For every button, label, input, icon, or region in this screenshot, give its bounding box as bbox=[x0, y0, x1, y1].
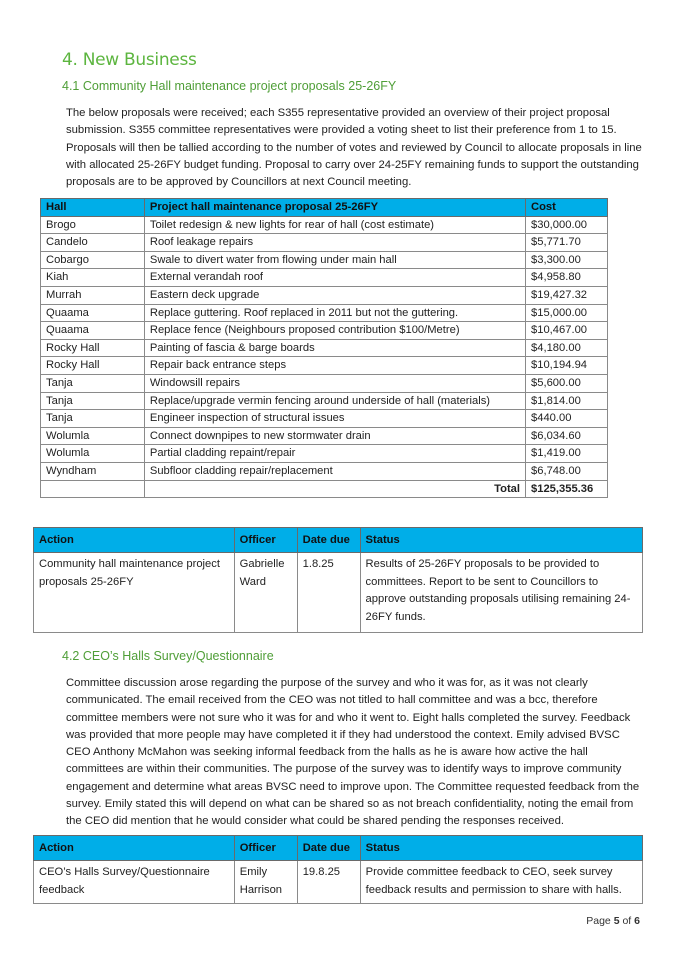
cost-cell: $10,467.00 bbox=[526, 322, 608, 340]
proposal-cell: Windowsill repairs bbox=[144, 374, 525, 392]
proposals-paragraph: The below proposals were received; each S355 representative provided an overview of their project proposal submission. S355 committee representatives were provided a voting sheet to list their preference from 1 to 15. Proposals will then be tallied according to the number of votes and reviewed by Council to allocate proposals in line with allocated 25-26FY budget funding. Proposal to carry over 24-25FY remaining funds to support the outstanding proposals are to be approved by Councillors at next Council meeting. bbox=[66, 107, 642, 189]
action-cell: Community hall maintenance project proposals 25-26FY bbox=[34, 553, 235, 633]
proposal-cell: Replace guttering. Roof replaced in 2011 but not the guttering. bbox=[144, 304, 525, 322]
hall-cell: Wyndham bbox=[41, 462, 145, 480]
cost-cell: $5,771.70 bbox=[526, 234, 608, 252]
proposal-cell: Toilet redesign & new lights for rear of hall (cost estimate) bbox=[144, 216, 525, 234]
proposal-cell: Repair back entrance steps bbox=[144, 357, 525, 375]
column-header-hall: Hall bbox=[41, 199, 145, 217]
proposal-cell: Replace fence (Neighbours proposed contribution $100/Metre) bbox=[144, 322, 525, 340]
table-row bbox=[41, 304, 608, 322]
page-prefix: Page bbox=[586, 915, 611, 927]
hall-cell: Rocky Hall bbox=[41, 339, 145, 357]
column-header-action: Action bbox=[34, 836, 235, 861]
cost-cell: $19,427.32 bbox=[526, 286, 608, 304]
cost-cell: $30,000.00 bbox=[526, 216, 608, 234]
proposal-cell: Painting of fascia & barge boards bbox=[144, 339, 525, 357]
proposal-cell: Subfloor cladding repair/replacement bbox=[144, 462, 525, 480]
officer-cell: Emily Harrison bbox=[234, 861, 297, 904]
table-header-row bbox=[34, 528, 643, 553]
column-header-status: Status bbox=[360, 836, 642, 861]
table-row bbox=[41, 216, 608, 234]
total-row bbox=[41, 480, 608, 498]
column-header-action: Action bbox=[34, 528, 235, 553]
table-row bbox=[41, 427, 608, 445]
officer-cell: Gabrielle Ward bbox=[234, 553, 297, 633]
table-header-row bbox=[34, 836, 643, 861]
hall-cell: Tanja bbox=[41, 374, 145, 392]
cost-cell: $4,180.00 bbox=[526, 339, 608, 357]
column-header-date-due: Date due bbox=[297, 528, 360, 553]
table-row bbox=[41, 339, 608, 357]
page-of: of bbox=[622, 915, 632, 927]
table-row bbox=[34, 861, 643, 904]
table-row bbox=[41, 251, 608, 269]
proposal-cell: Replace/upgrade vermin fencing around underside of hall (materials) bbox=[144, 392, 525, 410]
hall-cell: Candelo bbox=[41, 234, 145, 252]
column-header-cost: Cost bbox=[526, 199, 608, 217]
total-value: $125,355.36 bbox=[526, 480, 608, 498]
total-label: Total bbox=[144, 480, 525, 498]
table-row bbox=[41, 286, 608, 304]
table-row bbox=[41, 374, 608, 392]
column-header-officer: Officer bbox=[234, 836, 297, 861]
date-due-cell: 1.8.25 bbox=[297, 553, 360, 633]
hall-cell: Quaama bbox=[41, 304, 145, 322]
hall-cell: Brogo bbox=[41, 216, 145, 234]
page-number bbox=[586, 915, 640, 927]
table-header-row bbox=[41, 199, 608, 217]
column-header-date-due: Date due bbox=[297, 836, 360, 861]
status-cell: Provide committee feedback to CEO, seek survey feedback results and permission to share with halls. bbox=[360, 861, 642, 904]
table-row bbox=[41, 445, 608, 463]
page-current: 5 bbox=[613, 915, 620, 927]
proposal-cell: Eastern deck upgrade bbox=[144, 286, 525, 304]
subsection-heading-4-1: 4.1 Community Hall maintenance project proposals 25-26FY bbox=[62, 79, 397, 93]
table-row bbox=[41, 357, 608, 375]
subsection-heading-4-2: 4.2 CEO’s Halls Survey/Questionnaire bbox=[62, 649, 274, 663]
proposal-cell: Partial cladding repaint/repair bbox=[144, 445, 525, 463]
hall-cell: Wolumla bbox=[41, 445, 145, 463]
cost-cell: $440.00 bbox=[526, 410, 608, 428]
column-header-status: Status bbox=[360, 528, 642, 553]
hall-cell: Cobargo bbox=[41, 251, 145, 269]
cost-cell: $6,034.60 bbox=[526, 427, 608, 445]
cost-cell: $6,748.00 bbox=[526, 462, 608, 480]
proposal-cell: External verandah roof bbox=[144, 269, 525, 287]
page-total: 6 bbox=[634, 915, 640, 927]
cost-cell: $1,419.00 bbox=[526, 445, 608, 463]
action-table-hall-maintenance bbox=[33, 527, 643, 633]
cost-cell: $4,958.80 bbox=[526, 269, 608, 287]
hall-cell: Tanja bbox=[41, 392, 145, 410]
empty-cell bbox=[41, 480, 145, 498]
hall-cell: Tanja bbox=[41, 410, 145, 428]
table-row bbox=[41, 322, 608, 340]
hall-cell: Murrah bbox=[41, 286, 145, 304]
table-row bbox=[41, 392, 608, 410]
proposal-cell: Roof leakage repairs bbox=[144, 234, 525, 252]
proposal-cell: Swale to divert water from flowing under main hall bbox=[144, 251, 525, 269]
section-heading: 4. New Business bbox=[62, 50, 197, 70]
cost-cell: $1,814.00 bbox=[526, 392, 608, 410]
table-row bbox=[41, 234, 608, 252]
date-due-cell: 19.8.25 bbox=[297, 861, 360, 904]
table-row bbox=[41, 410, 608, 428]
hall-cell: Wolumla bbox=[41, 427, 145, 445]
column-header-officer: Officer bbox=[234, 528, 297, 553]
action-cell: CEO’s Halls Survey/Questionnaire feedback bbox=[34, 861, 235, 904]
column-header-proposal: Project hall maintenance proposal 25-26FY bbox=[144, 199, 525, 217]
proposal-cell: Connect downpipes to new stormwater drain bbox=[144, 427, 525, 445]
hall-cell: Quaama bbox=[41, 322, 145, 340]
cost-cell: $10,194.94 bbox=[526, 357, 608, 375]
cost-cell: $15,000.00 bbox=[526, 304, 608, 322]
table-row bbox=[34, 553, 643, 633]
table-row bbox=[41, 269, 608, 287]
proposal-cell: Engineer inspection of structural issues bbox=[144, 410, 525, 428]
cost-cell: $3,300.00 bbox=[526, 251, 608, 269]
survey-paragraph: Committee discussion arose regarding the purpose of the survey and who it was for, as it was not clearly communicated. The email received from the CEO was not titled to hall committee and was a bcc, therefore committee members were not sure who it was for and who it went to. Eight halls completed the survey. Feedback was provided that more people may have completed it if they had understood the context. Emily advised BVSC CEO Anthony McMahon was seeking informal feedback from the halls as he is aware how active the hall committees are within their communities. The purpose of the survey was to identify ways to improve community engagement and determine what areas BVSC need to improve upon. The Committee requested feedback from the survey. Emily stated this will depend on what can be shared so as not breach confidentiality, noting the email from the CEO did mention that he would consider what could be shared pending the responses received. bbox=[66, 677, 640, 828]
hall-cell: Kiah bbox=[41, 269, 145, 287]
proposals-table bbox=[40, 198, 608, 498]
table-row bbox=[41, 462, 608, 480]
action-table-ceo-survey bbox=[33, 835, 643, 904]
status-cell: Results of 25-26FY proposals to be provided to committees. Report to be sent to Councillors to approve outstanding proposals utilising remaining 24-26FY funds. bbox=[360, 553, 642, 633]
hall-cell: Rocky Hall bbox=[41, 357, 145, 375]
cost-cell: $5,600.00 bbox=[526, 374, 608, 392]
